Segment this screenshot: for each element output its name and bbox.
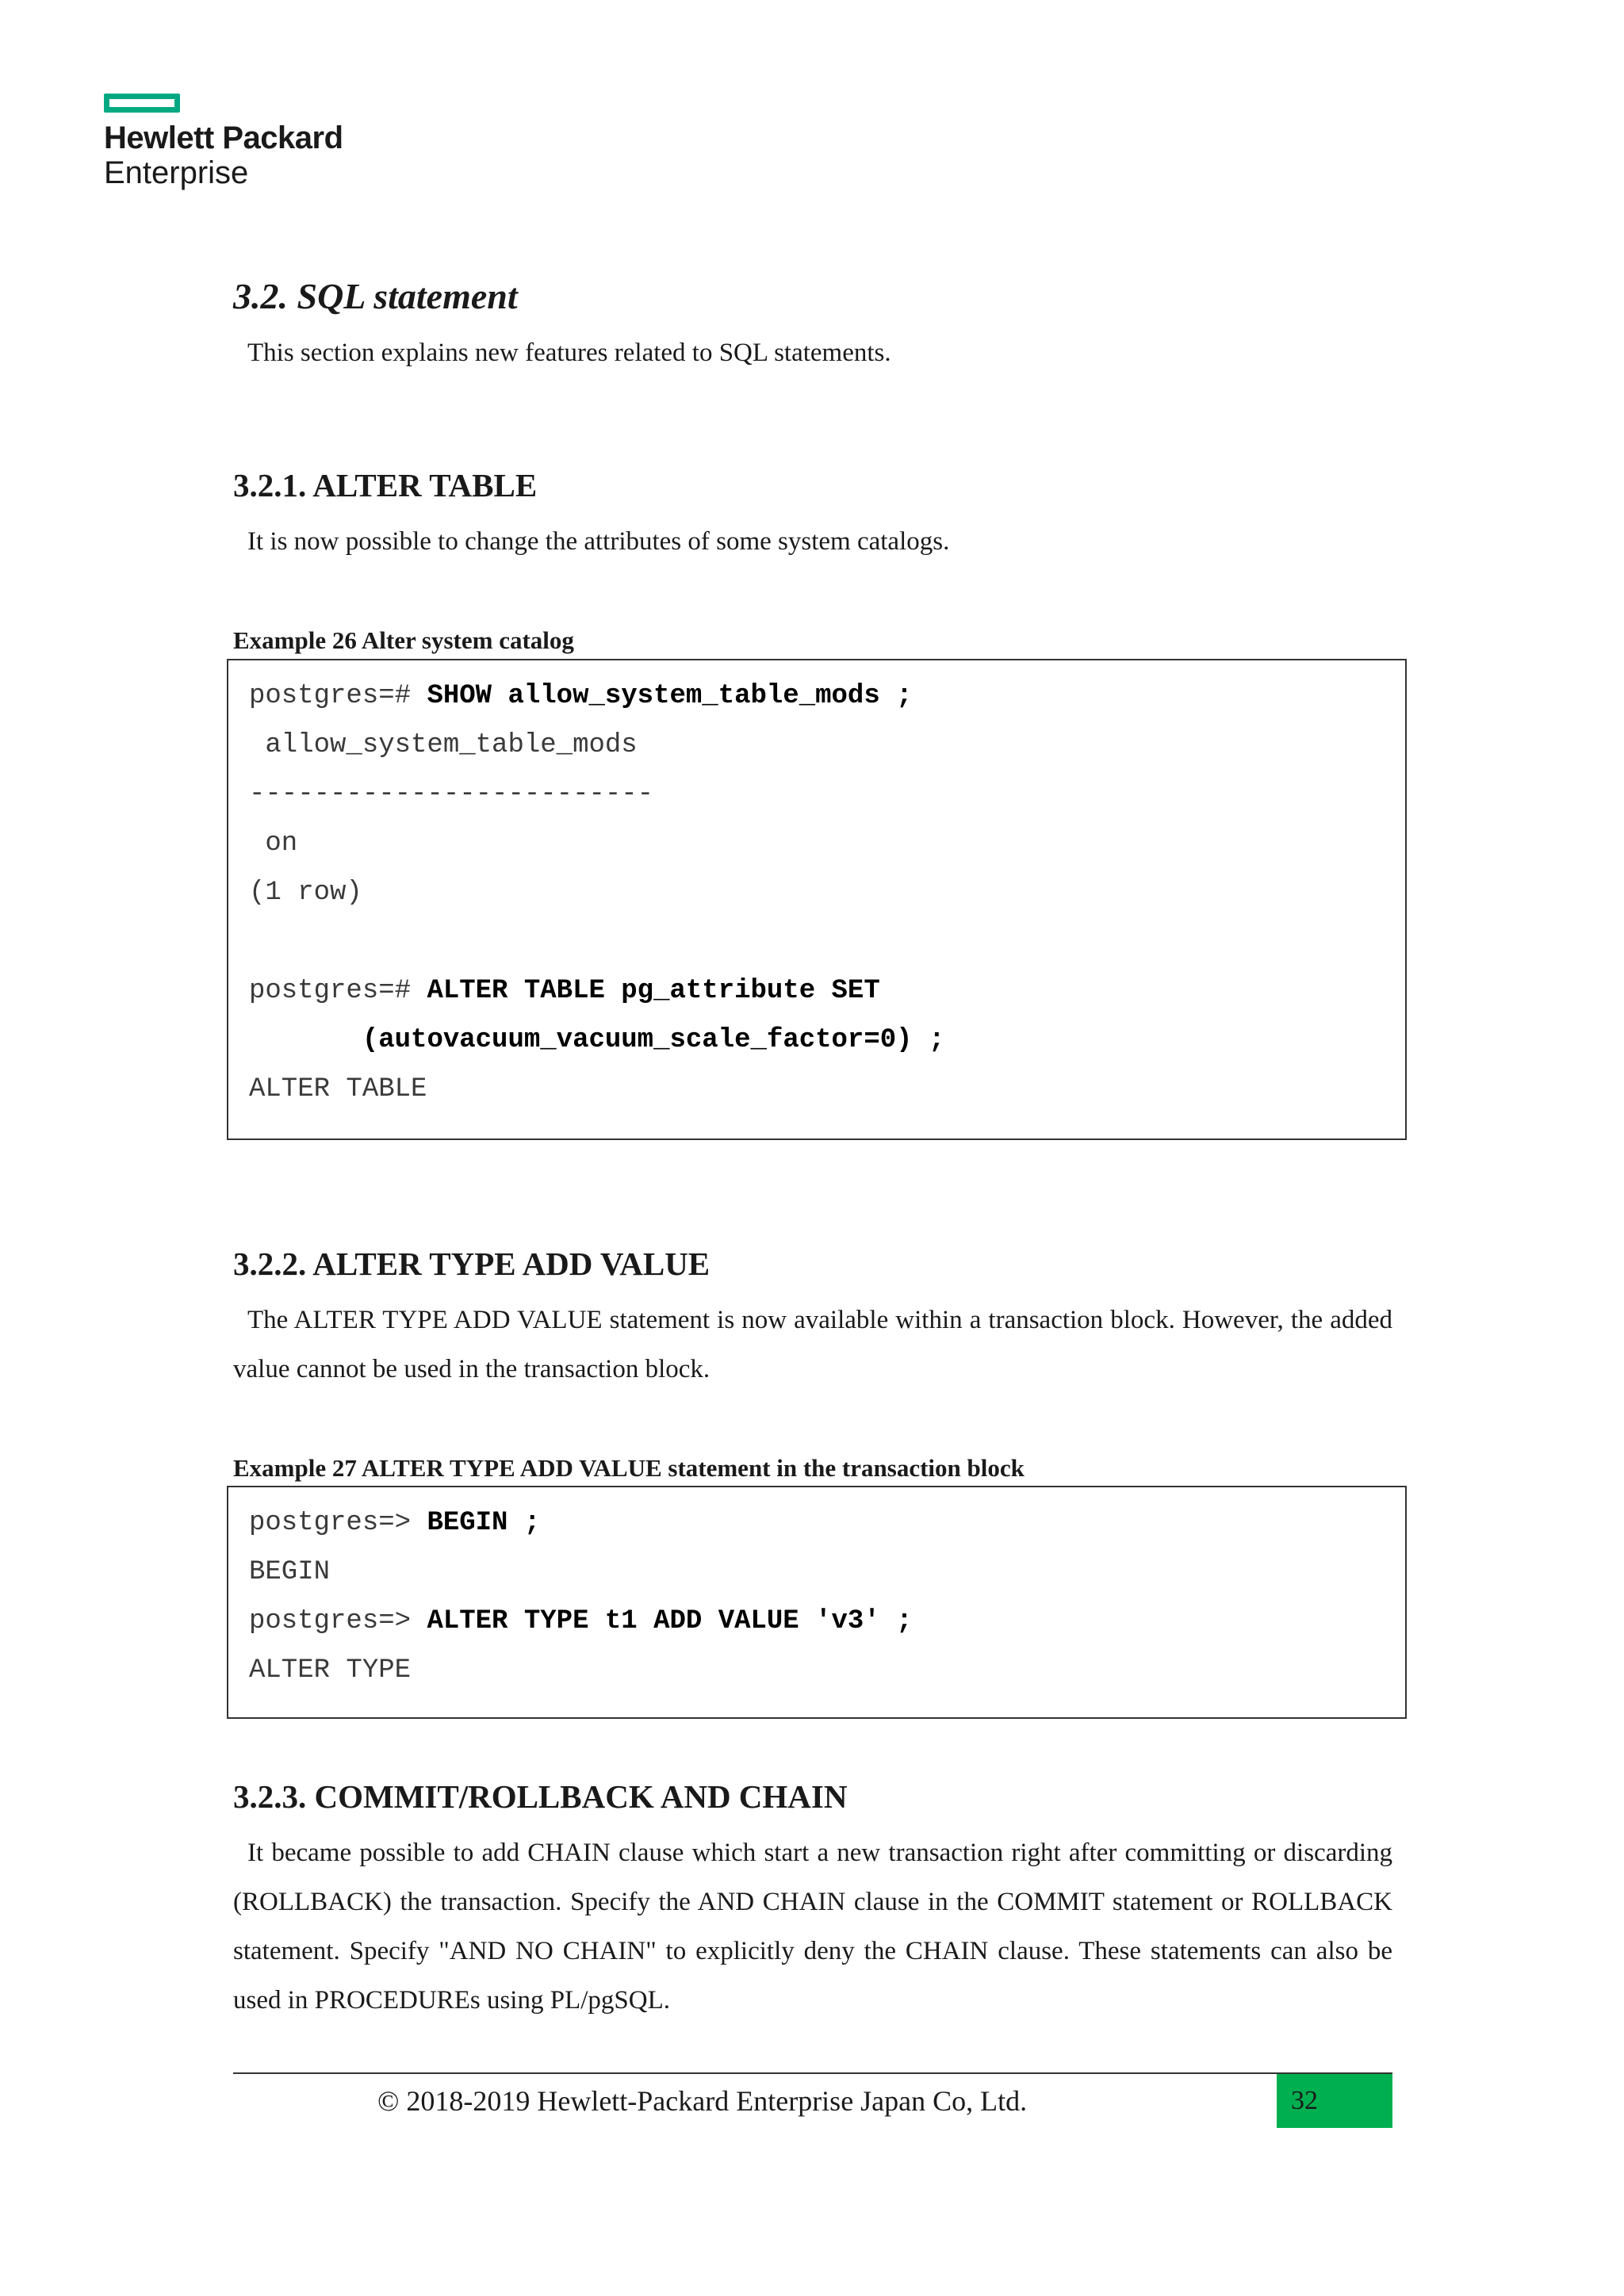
code-line bbox=[249, 1548, 1385, 1597]
code-prompt: postgres=> bbox=[249, 1606, 427, 1636]
logo-text-line2: Enterprise bbox=[104, 155, 249, 190]
code-line bbox=[249, 868, 1385, 917]
code-line bbox=[249, 966, 1385, 1016]
code-line bbox=[249, 672, 1385, 721]
footer-copyright: © 2018-2019 Hewlett-Packard Enterprise Japan Co, Ltd. bbox=[377, 2085, 1028, 2117]
code-prompt: (1 row) bbox=[249, 878, 362, 908]
code-line bbox=[249, 1597, 1385, 1646]
code-prompt: BEGIN bbox=[249, 1557, 331, 1587]
code-example-26 bbox=[227, 659, 1407, 1140]
page-number: 32 bbox=[1291, 2086, 1318, 2115]
heading-3-2-2: 3.2.2. ALTER TYPE ADD VALUE bbox=[233, 1246, 710, 1282]
hpe-logo-mark bbox=[104, 94, 180, 113]
code-line bbox=[249, 721, 1385, 770]
code-prompt: ALTER TYPE bbox=[249, 1655, 412, 1686]
page-number-badge bbox=[1277, 2074, 1392, 2128]
code-line bbox=[249, 1646, 1385, 1695]
logo-text-line1: Hewlett Packard bbox=[104, 121, 343, 155]
heading-3-2-1: 3.2.1. ALTER TABLE bbox=[233, 467, 538, 503]
code-line bbox=[249, 770, 1385, 819]
code-line bbox=[249, 1498, 1385, 1548]
code-command: (autovacuum_vacuum_scale_factor=0) ; bbox=[362, 1025, 945, 1055]
paragraph-3-2-2: The ALTER TYPE ADD VALUE statement is now available within a transaction block. However, the added value cannot be used in the transaction block. bbox=[233, 1306, 1392, 1383]
heading-3-2-3: 3.2.3. COMMIT/ROLLBACK AND CHAIN bbox=[233, 1778, 848, 1815]
code-example-27 bbox=[227, 1486, 1407, 1719]
code-prompt: allow_system_table_mods bbox=[249, 730, 638, 760]
paragraph-3-2-1: It is now possible to change the attributes of some system catalogs. bbox=[247, 527, 950, 556]
footer-divider bbox=[233, 2072, 1392, 2074]
code-line bbox=[249, 1065, 1385, 1114]
hpe-logo bbox=[104, 94, 343, 190]
code-prompt: ------------------------- bbox=[249, 779, 654, 809]
code-prompt: postgres=# bbox=[249, 681, 427, 711]
code-command: ALTER TABLE pg_attribute SET bbox=[427, 976, 880, 1006]
code-prompt: on bbox=[249, 828, 298, 859]
code-command: ALTER TYPE t1 ADD VALUE 'v3' ; bbox=[427, 1606, 913, 1636]
section-intro: This section explains new features related to SQL statements. bbox=[247, 339, 891, 367]
section-title: 3.2. SQL statement bbox=[233, 276, 518, 316]
code-command: SHOW allow_system_table_mods ; bbox=[427, 681, 913, 711]
code-command: BEGIN ; bbox=[427, 1508, 541, 1538]
code-prompt: ALTER TABLE bbox=[249, 1074, 427, 1104]
example-26-caption: Example 26 Alter system catalog bbox=[233, 626, 574, 654]
paragraph-3-2-3: It became possible to add CHAIN clause which start a new transaction right after committing or discarding (ROLLBACK) the transaction. Specify the AND CHAIN clause in the COMMIT statement or ROLLBACK statement. Specify "AND NO CHAIN" to explicitly deny the CHAIN clause. These statements can also be used in PROCEDUREs using PL/pgSQL. bbox=[233, 1839, 1392, 2015]
code-line bbox=[249, 917, 1385, 966]
example-27-caption: Example 27 ALTER TYPE ADD VALUE statement in the transaction block bbox=[233, 1454, 1025, 1482]
code-prompt bbox=[249, 1025, 362, 1055]
code-prompt: postgres=# bbox=[249, 976, 427, 1006]
code-line bbox=[249, 819, 1385, 868]
code-line bbox=[249, 1016, 1385, 1065]
code-prompt: postgres=> bbox=[249, 1508, 427, 1538]
